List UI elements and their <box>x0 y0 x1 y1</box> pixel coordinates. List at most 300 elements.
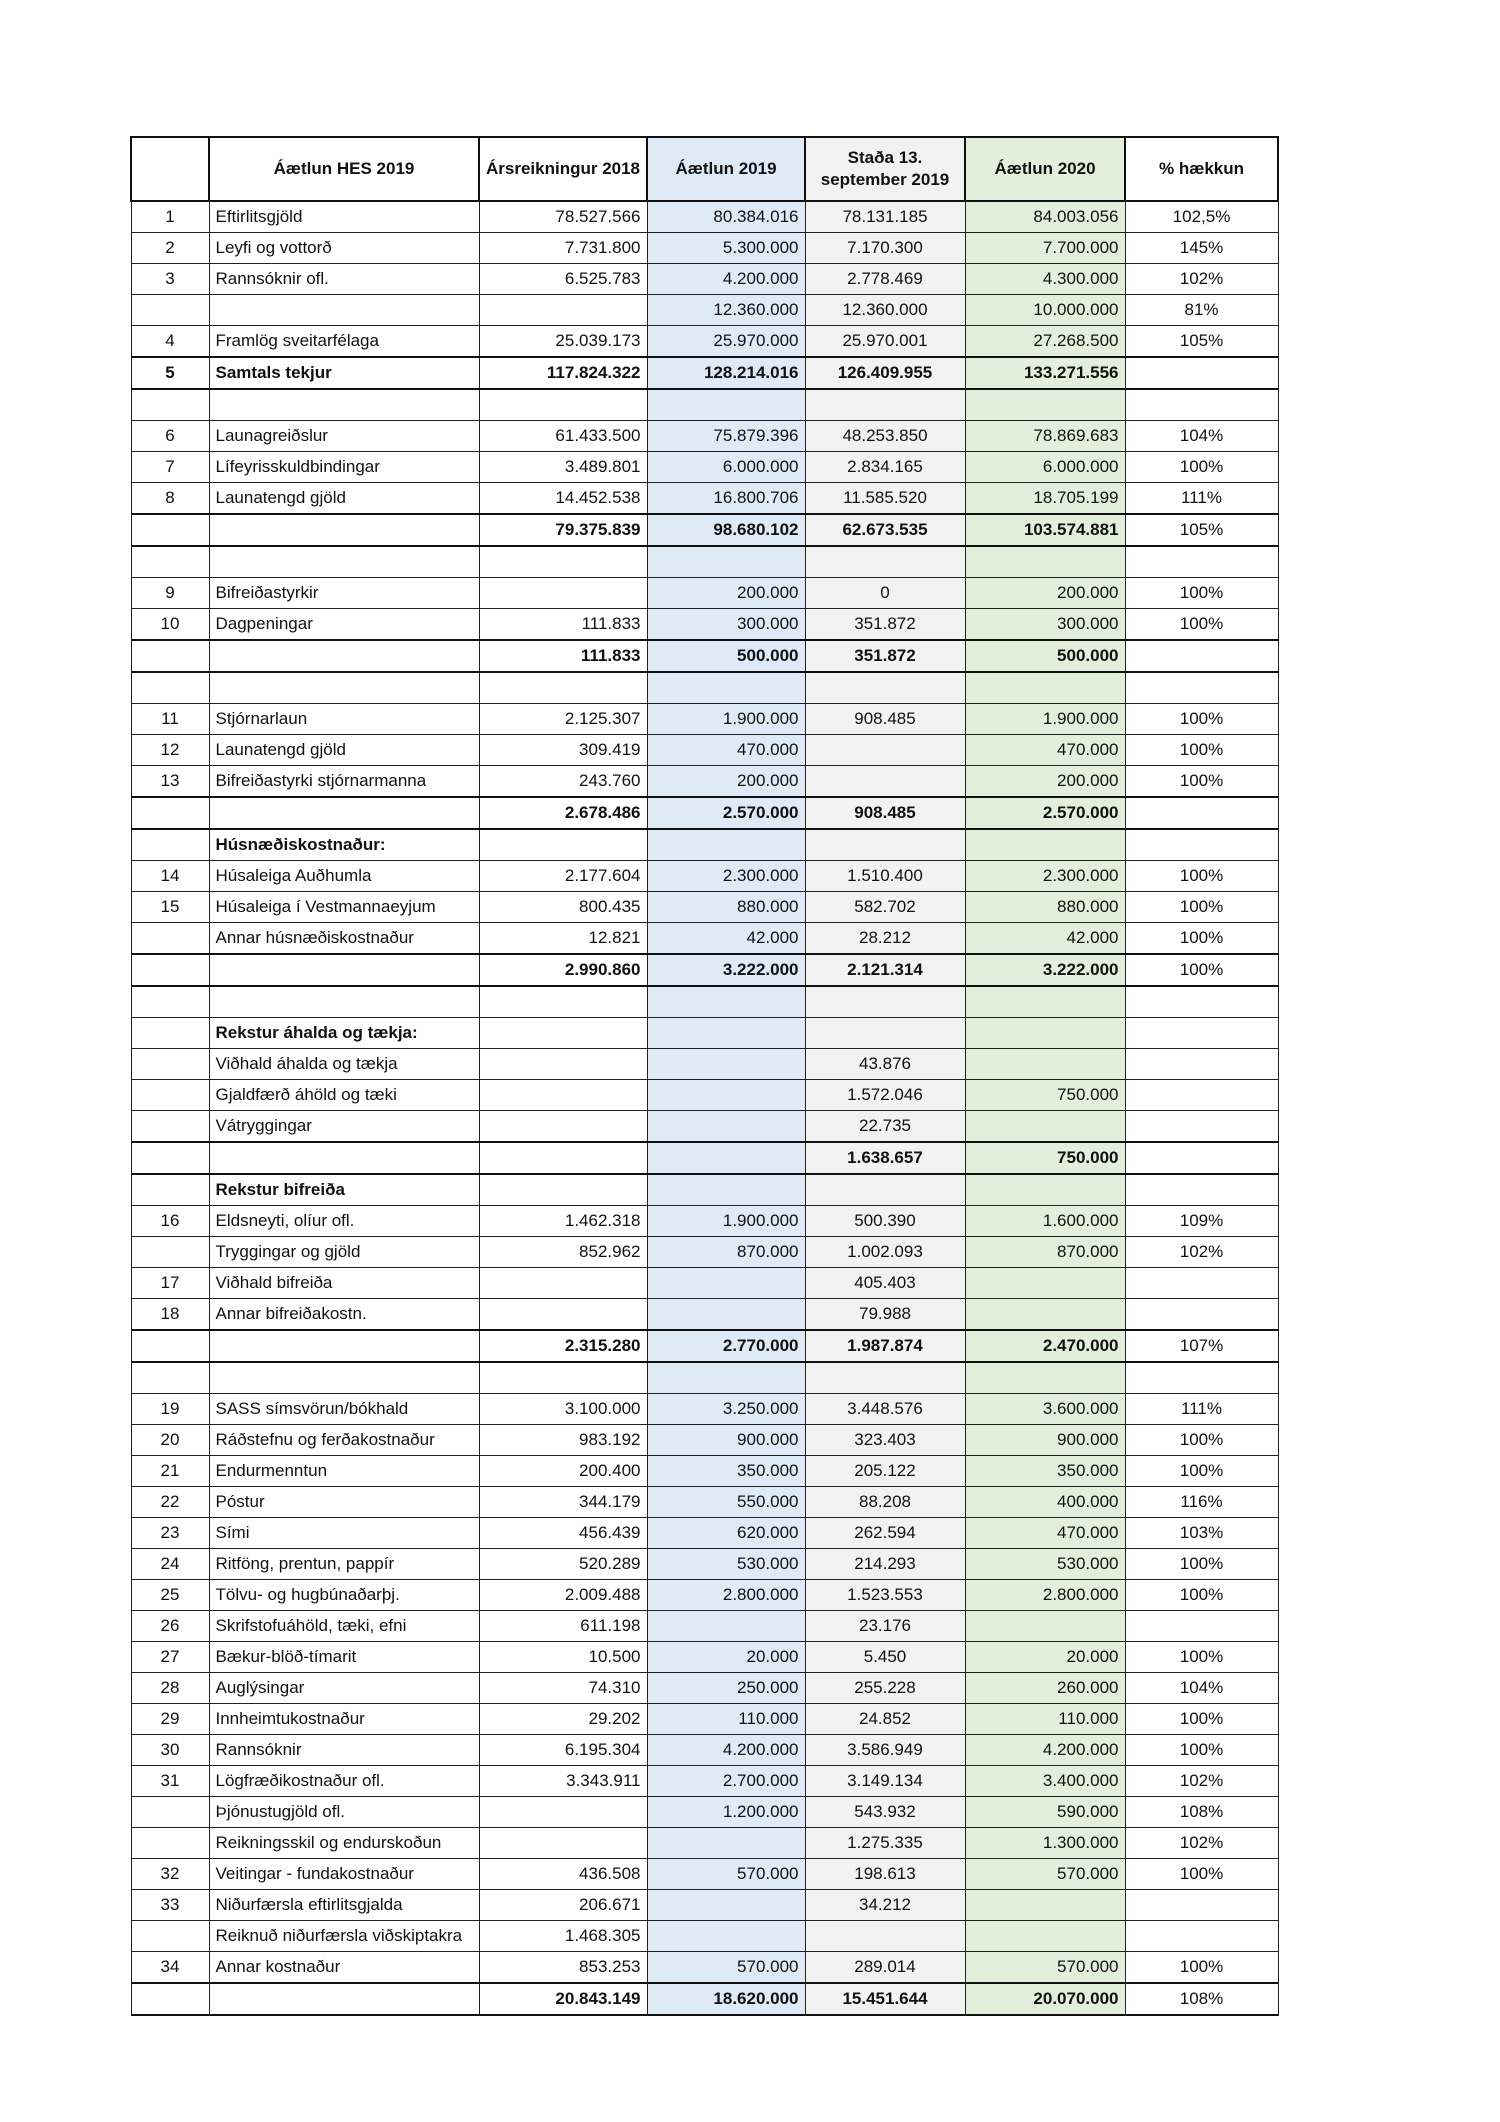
row-label: Eldsneyti, olíur ofl. <box>209 1206 479 1237</box>
row-label: Vátryggingar <box>209 1111 479 1143</box>
row-label: Rekstur áhalda og tækja: <box>209 1018 479 1049</box>
status-2019-cell: 126.409.955 <box>805 357 965 389</box>
budget-2019-cell: 1.900.000 <box>647 704 805 735</box>
budget-2019-cell <box>647 1828 805 1859</box>
row-number: 30 <box>131 1735 209 1766</box>
table-row <box>131 1268 1278 1299</box>
row-label: Annar kostnaður <box>209 1952 479 1984</box>
increase-percent-cell: 105% <box>1125 514 1278 546</box>
actual-2018-cell: 79.375.839 <box>479 514 647 546</box>
table-row <box>131 1456 1278 1487</box>
actual-2018-cell: 29.202 <box>479 1704 647 1735</box>
row-label <box>209 672 479 704</box>
table-row <box>131 1673 1278 1704</box>
row-number: 4 <box>131 326 209 358</box>
budget-2019-cell: 3.222.000 <box>647 954 805 986</box>
status-2019-cell: 78.131.185 <box>805 201 965 233</box>
increase-percent-cell <box>1125 986 1278 1018</box>
status-2019-cell: 3.586.949 <box>805 1735 965 1766</box>
status-2019-cell: 1.510.400 <box>805 861 965 892</box>
budget-2020-cell: 3.400.000 <box>965 1766 1125 1797</box>
budget-2020-cell: 570.000 <box>965 1952 1125 1984</box>
actual-2018-cell: 6.195.304 <box>479 1735 647 1766</box>
actual-2018-cell: 10.500 <box>479 1642 647 1673</box>
row-number: 25 <box>131 1580 209 1611</box>
header-increase-percent: % hækkun <box>1125 137 1278 201</box>
row-label: Húsnæðiskostnaður: <box>209 829 479 861</box>
budget-2019-cell: 2.300.000 <box>647 861 805 892</box>
status-2019-cell: 24.852 <box>805 1704 965 1735</box>
row-number: 8 <box>131 483 209 515</box>
increase-percent-cell: 100% <box>1125 1952 1278 1984</box>
status-2019-cell: 88.208 <box>805 1487 965 1518</box>
budget-2020-cell: 400.000 <box>965 1487 1125 1518</box>
increase-percent-cell <box>1125 1362 1278 1394</box>
status-2019-cell: 23.176 <box>805 1611 965 1642</box>
budget-2019-cell: 5.300.000 <box>647 233 805 264</box>
increase-percent-cell: 103% <box>1125 1518 1278 1549</box>
row-number: 18 <box>131 1299 209 1331</box>
budget-2019-cell: 2.570.000 <box>647 797 805 829</box>
increase-percent-cell: 100% <box>1125 1642 1278 1673</box>
budget-2019-cell: 25.970.000 <box>647 326 805 358</box>
budget-2019-cell <box>647 1111 805 1143</box>
actual-2018-cell: 200.400 <box>479 1456 647 1487</box>
table-row <box>131 892 1278 923</box>
budget-2020-cell: 260.000 <box>965 1673 1125 1704</box>
budget-2020-cell <box>965 1174 1125 1206</box>
total-row <box>131 357 1278 389</box>
table-header <box>131 137 1278 201</box>
status-2019-cell: 43.876 <box>805 1049 965 1080</box>
increase-percent-cell: 100% <box>1125 766 1278 798</box>
row-label <box>209 295 479 326</box>
status-2019-cell: 28.212 <box>805 923 965 955</box>
budget-2020-cell: 300.000 <box>965 609 1125 641</box>
status-2019-cell <box>805 389 965 421</box>
budget-2020-cell: 3.600.000 <box>965 1394 1125 1425</box>
actual-2018-cell: 800.435 <box>479 892 647 923</box>
increase-percent-cell: 102,5% <box>1125 201 1278 233</box>
header-number <box>131 137 209 201</box>
row-number: 34 <box>131 1952 209 1984</box>
status-2019-cell <box>805 1921 965 1952</box>
actual-2018-cell <box>479 1018 647 1049</box>
status-2019-cell: 1.523.553 <box>805 1580 965 1611</box>
budget-2019-cell <box>647 1611 805 1642</box>
blank-row <box>131 986 1278 1018</box>
budget-2019-cell: 2.800.000 <box>647 1580 805 1611</box>
budget-2020-cell <box>965 1018 1125 1049</box>
row-label: Gjaldfærð áhöld og tæki <box>209 1080 479 1111</box>
budget-2020-cell: 2.570.000 <box>965 797 1125 829</box>
budget-2019-cell: 98.680.102 <box>647 514 805 546</box>
budget-2020-cell: 4.200.000 <box>965 1735 1125 1766</box>
budget-2020-cell: 84.003.056 <box>965 201 1125 233</box>
budget-2020-cell: 900.000 <box>965 1425 1125 1456</box>
increase-percent-cell: 116% <box>1125 1487 1278 1518</box>
status-2019-cell <box>805 766 965 798</box>
status-2019-cell: 25.970.001 <box>805 326 965 358</box>
increase-percent-cell: 145% <box>1125 233 1278 264</box>
actual-2018-cell: 117.824.322 <box>479 357 647 389</box>
actual-2018-cell <box>479 1828 647 1859</box>
table-row <box>131 704 1278 735</box>
blank-row <box>131 389 1278 421</box>
row-label: Viðhald áhalda og tækja <box>209 1049 479 1080</box>
increase-percent-cell: 100% <box>1125 1859 1278 1890</box>
row-label: Þjónustugjöld ofl. <box>209 1797 479 1828</box>
table-row <box>131 861 1278 892</box>
actual-2018-cell: 206.671 <box>479 1890 647 1921</box>
row-label <box>209 640 479 672</box>
status-2019-cell <box>805 986 965 1018</box>
increase-percent-cell: 111% <box>1125 483 1278 515</box>
row-number: 33 <box>131 1890 209 1921</box>
header-actual-2018: Ársreikningur 2018 <box>479 137 647 201</box>
total-row <box>131 1142 1278 1174</box>
row-number: 28 <box>131 1673 209 1704</box>
budget-2019-cell <box>647 1174 805 1206</box>
increase-percent-cell <box>1125 1921 1278 1952</box>
budget-2020-cell: 103.574.881 <box>965 514 1125 546</box>
budget-2019-cell: 620.000 <box>647 1518 805 1549</box>
row-number <box>131 923 209 955</box>
increase-percent-cell <box>1125 1049 1278 1080</box>
status-2019-cell <box>805 1362 965 1394</box>
row-number: 2 <box>131 233 209 264</box>
budget-2019-cell: 470.000 <box>647 735 805 766</box>
row-number: 1 <box>131 201 209 233</box>
actual-2018-cell: 611.198 <box>479 1611 647 1642</box>
header-budget-2020: Áætlun 2020 <box>965 137 1125 201</box>
increase-percent-cell: 100% <box>1125 1549 1278 1580</box>
increase-percent-cell: 108% <box>1125 1983 1278 2015</box>
status-2019-cell: 3.448.576 <box>805 1394 965 1425</box>
row-number: 17 <box>131 1268 209 1299</box>
actual-2018-cell <box>479 1797 647 1828</box>
budget-2020-cell: 3.222.000 <box>965 954 1125 986</box>
row-label <box>209 954 479 986</box>
budget-2019-cell: 42.000 <box>647 923 805 955</box>
row-label: Skrifstofuáhöld, tæki, efni <box>209 1611 479 1642</box>
budget-2020-cell: 110.000 <box>965 1704 1125 1735</box>
row-number <box>131 389 209 421</box>
total-row <box>131 797 1278 829</box>
increase-percent-cell: 100% <box>1125 1580 1278 1611</box>
status-2019-cell: 255.228 <box>805 1673 965 1704</box>
increase-percent-cell: 107% <box>1125 1330 1278 1362</box>
budget-2020-cell: 2.800.000 <box>965 1580 1125 1611</box>
row-number: 31 <box>131 1766 209 1797</box>
budget-2020-cell <box>965 829 1125 861</box>
table-row <box>131 1828 1278 1859</box>
row-label: Bækur-blöð-tímarit <box>209 1642 479 1673</box>
status-2019-cell: 908.485 <box>805 704 965 735</box>
table-row <box>131 1580 1278 1611</box>
row-number <box>131 1237 209 1268</box>
status-2019-cell: 205.122 <box>805 1456 965 1487</box>
budget-2020-cell: 350.000 <box>965 1456 1125 1487</box>
row-number: 21 <box>131 1456 209 1487</box>
status-2019-cell: 908.485 <box>805 797 965 829</box>
status-2019-cell <box>805 829 965 861</box>
budget-2019-cell: 500.000 <box>647 640 805 672</box>
budget-2020-cell: 870.000 <box>965 1237 1125 1268</box>
row-label: Launatengd gjöld <box>209 483 479 515</box>
status-2019-cell <box>805 1174 965 1206</box>
increase-percent-cell: 100% <box>1125 704 1278 735</box>
actual-2018-cell <box>479 295 647 326</box>
row-label: Tölvu- og hugbúnaðarþj. <box>209 1580 479 1611</box>
status-2019-cell: 2.834.165 <box>805 452 965 483</box>
increase-percent-cell <box>1125 1268 1278 1299</box>
table-row <box>131 1766 1278 1797</box>
status-2019-cell: 214.293 <box>805 1549 965 1580</box>
row-label <box>209 514 479 546</box>
row-label: Bifreiðastyrkir <box>209 578 479 609</box>
row-number: 32 <box>131 1859 209 1890</box>
actual-2018-cell: 12.821 <box>479 923 647 955</box>
budget-2019-cell: 3.250.000 <box>647 1394 805 1425</box>
increase-percent-cell: 100% <box>1125 1425 1278 1456</box>
row-label: Póstur <box>209 1487 479 1518</box>
header-description: Áætlun HES 2019 <box>209 137 479 201</box>
actual-2018-cell: 309.419 <box>479 735 647 766</box>
budget-2020-cell: 20.070.000 <box>965 1983 1125 2015</box>
increase-percent-cell: 109% <box>1125 1206 1278 1237</box>
status-2019-cell: 500.390 <box>805 1206 965 1237</box>
section-row <box>131 829 1278 861</box>
increase-percent-cell: 111% <box>1125 1394 1278 1425</box>
row-label: Reikningsskil og endurskoðun <box>209 1828 479 1859</box>
budget-2020-cell: 2.300.000 <box>965 861 1125 892</box>
status-2019-cell <box>805 672 965 704</box>
actual-2018-cell <box>479 1362 647 1394</box>
row-number: 26 <box>131 1611 209 1642</box>
budget-2019-cell: 550.000 <box>647 1487 805 1518</box>
budget-2020-cell: 6.000.000 <box>965 452 1125 483</box>
row-label: Húsaleiga Auðhumla <box>209 861 479 892</box>
row-number <box>131 295 209 326</box>
status-2019-cell: 79.988 <box>805 1299 965 1331</box>
row-label: Húsaleiga í Vestmannaeyjum <box>209 892 479 923</box>
row-number: 5 <box>131 357 209 389</box>
actual-2018-cell: 14.452.538 <box>479 483 647 515</box>
status-2019-cell: 22.735 <box>805 1111 965 1143</box>
row-label <box>209 546 479 578</box>
table-row <box>131 326 1278 358</box>
row-label <box>209 986 479 1018</box>
increase-percent-cell <box>1125 1018 1278 1049</box>
budget-2019-cell: 80.384.016 <box>647 201 805 233</box>
row-number: 12 <box>131 735 209 766</box>
row-number <box>131 829 209 861</box>
row-number: 19 <box>131 1394 209 1425</box>
budget-2019-cell <box>647 1268 805 1299</box>
status-2019-cell: 11.585.520 <box>805 483 965 515</box>
budget-2019-cell: 350.000 <box>647 1456 805 1487</box>
actual-2018-cell <box>479 1111 647 1143</box>
table-row <box>131 1111 1278 1143</box>
increase-percent-cell <box>1125 1174 1278 1206</box>
row-label: Niðurfærsla eftirlitsgjalda <box>209 1890 479 1921</box>
table-row <box>131 1890 1278 1921</box>
total-row <box>131 514 1278 546</box>
actual-2018-cell: 852.962 <box>479 1237 647 1268</box>
budget-2019-cell: 570.000 <box>647 1952 805 1984</box>
row-number: 23 <box>131 1518 209 1549</box>
status-2019-cell: 405.403 <box>805 1268 965 1299</box>
budget-2020-cell: 530.000 <box>965 1549 1125 1580</box>
actual-2018-cell: 7.731.800 <box>479 233 647 264</box>
status-2019-cell <box>805 1018 965 1049</box>
status-2019-cell: 289.014 <box>805 1952 965 1984</box>
row-number <box>131 514 209 546</box>
table-row <box>131 483 1278 515</box>
increase-percent-cell: 102% <box>1125 1237 1278 1268</box>
row-label <box>209 797 479 829</box>
row-number: 10 <box>131 609 209 641</box>
row-number <box>131 640 209 672</box>
budget-2019-cell <box>647 1049 805 1080</box>
row-label: Lífeyrisskuldbindingar <box>209 452 479 483</box>
actual-2018-cell: 111.833 <box>479 609 647 641</box>
blank-row <box>131 672 1278 704</box>
actual-2018-cell: 111.833 <box>479 640 647 672</box>
actual-2018-cell <box>479 1174 647 1206</box>
row-number: 22 <box>131 1487 209 1518</box>
row-number <box>131 1142 209 1174</box>
status-2019-cell: 1.275.335 <box>805 1828 965 1859</box>
row-number <box>131 1080 209 1111</box>
increase-percent-cell <box>1125 389 1278 421</box>
table-row <box>131 1642 1278 1673</box>
row-label <box>209 1142 479 1174</box>
budget-2019-cell: 250.000 <box>647 1673 805 1704</box>
status-2019-cell: 351.872 <box>805 609 965 641</box>
table-row <box>131 1080 1278 1111</box>
status-2019-cell: 48.253.850 <box>805 421 965 452</box>
budget-2019-cell: 2.770.000 <box>647 1330 805 1362</box>
blank-row <box>131 546 1278 578</box>
row-number: 29 <box>131 1704 209 1735</box>
table-row <box>131 735 1278 766</box>
table-row <box>131 1049 1278 1080</box>
table-row <box>131 201 1278 233</box>
budget-2019-cell: 570.000 <box>647 1859 805 1890</box>
increase-percent-cell: 102% <box>1125 1828 1278 1859</box>
budget-2020-cell <box>965 1921 1125 1952</box>
table-row <box>131 1952 1278 1984</box>
budget-2020-cell <box>965 1111 1125 1143</box>
row-label: Innheimtukostnaður <box>209 1704 479 1735</box>
row-label: Sími <box>209 1518 479 1549</box>
actual-2018-cell: 2.315.280 <box>479 1330 647 1362</box>
increase-percent-cell: 100% <box>1125 578 1278 609</box>
actual-2018-cell: 853.253 <box>479 1952 647 1984</box>
row-number <box>131 546 209 578</box>
status-2019-cell: 12.360.000 <box>805 295 965 326</box>
table-row <box>131 1859 1278 1890</box>
actual-2018-cell <box>479 546 647 578</box>
status-2019-cell <box>805 735 965 766</box>
increase-percent-cell <box>1125 829 1278 861</box>
row-label: Ráðstefnu og ferðakostnaður <box>209 1425 479 1456</box>
actual-2018-cell: 436.508 <box>479 1859 647 1890</box>
budget-2020-cell: 78.869.683 <box>965 421 1125 452</box>
total-row <box>131 640 1278 672</box>
increase-percent-cell: 100% <box>1125 1735 1278 1766</box>
budget-2020-cell: 470.000 <box>965 735 1125 766</box>
row-label: Dagpeningar <box>209 609 479 641</box>
budget-2019-cell: 2.700.000 <box>647 1766 805 1797</box>
budget-table <box>130 136 1279 2016</box>
budget-2020-cell: 1.900.000 <box>965 704 1125 735</box>
row-label: Launagreiðslur <box>209 421 479 452</box>
table-row <box>131 923 1278 955</box>
budget-2020-cell <box>965 389 1125 421</box>
row-label: Launatengd gjöld <box>209 735 479 766</box>
increase-percent-cell <box>1125 1299 1278 1331</box>
table-body <box>131 201 1278 2015</box>
budget-2020-cell: 590.000 <box>965 1797 1125 1828</box>
budget-2020-cell <box>965 1890 1125 1921</box>
budget-2020-cell <box>965 546 1125 578</box>
row-label: Rannsóknir ofl. <box>209 264 479 295</box>
budget-2020-cell: 1.300.000 <box>965 1828 1125 1859</box>
budget-2019-cell: 200.000 <box>647 766 805 798</box>
status-2019-cell: 2.778.469 <box>805 264 965 295</box>
budget-2019-cell <box>647 672 805 704</box>
row-number: 3 <box>131 264 209 295</box>
table-row <box>131 295 1278 326</box>
budget-2020-cell: 570.000 <box>965 1859 1125 1890</box>
row-label: Veitingar - fundakostnaður <box>209 1859 479 1890</box>
budget-2019-cell <box>647 986 805 1018</box>
row-label: Viðhald bifreiða <box>209 1268 479 1299</box>
row-number <box>131 954 209 986</box>
row-label <box>209 1983 479 2015</box>
increase-percent-cell: 102% <box>1125 264 1278 295</box>
budget-2019-cell <box>647 1362 805 1394</box>
budget-2020-cell <box>965 1268 1125 1299</box>
budget-2020-cell: 2.470.000 <box>965 1330 1125 1362</box>
actual-2018-cell <box>479 829 647 861</box>
actual-2018-cell: 2.990.860 <box>479 954 647 986</box>
status-2019-cell: 0 <box>805 578 965 609</box>
row-number: 14 <box>131 861 209 892</box>
row-label: Auglýsingar <box>209 1673 479 1704</box>
increase-percent-cell <box>1125 640 1278 672</box>
table-row <box>131 1425 1278 1456</box>
actual-2018-cell <box>479 389 647 421</box>
actual-2018-cell: 456.439 <box>479 1518 647 1549</box>
status-2019-cell: 5.450 <box>805 1642 965 1673</box>
row-number: 15 <box>131 892 209 923</box>
row-number: 27 <box>131 1642 209 1673</box>
status-2019-cell: 351.872 <box>805 640 965 672</box>
budget-2019-cell: 300.000 <box>647 609 805 641</box>
actual-2018-cell: 78.527.566 <box>479 201 647 233</box>
increase-percent-cell: 100% <box>1125 892 1278 923</box>
status-2019-cell: 1.638.657 <box>805 1142 965 1174</box>
table-row <box>131 1611 1278 1642</box>
total-row <box>131 1983 1278 2015</box>
actual-2018-cell: 243.760 <box>479 766 647 798</box>
row-number <box>131 1362 209 1394</box>
table-row <box>131 1299 1278 1331</box>
